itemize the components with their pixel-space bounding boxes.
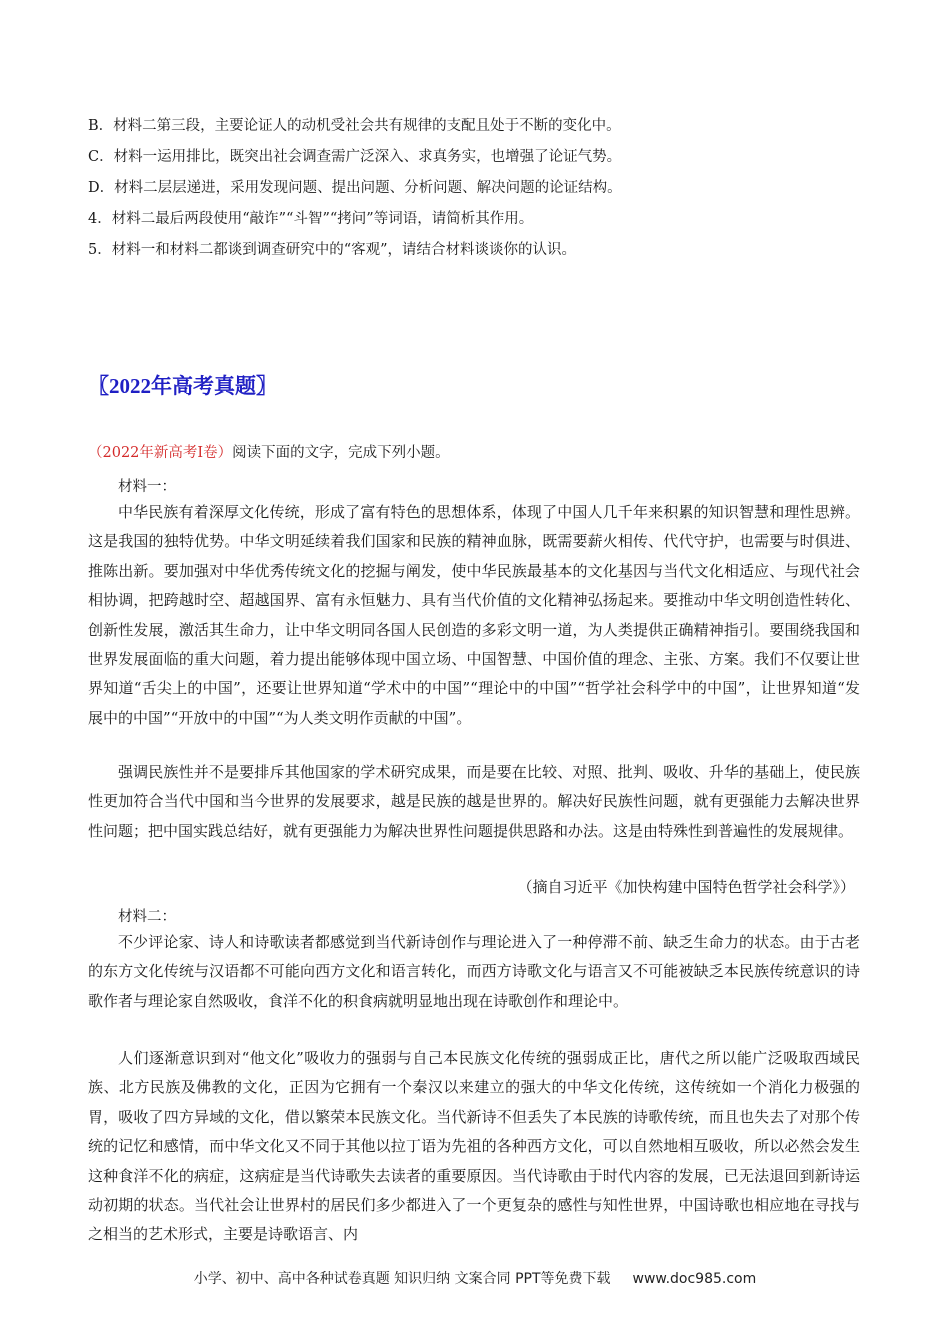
material1-paragraph-2: 强调民族性并不是要排斥其他国家的学术研究成果，而是要在比较、对照、批判、吸收、升华的基础上，使民族性更加符合当代中国和当今世界的发展要求，越是民族的越是世界的。解决好民族性问题，就有更强能力去解决世界性问题；把中国实践总结好，就有更强能力为解决世界性问题提供思路和办法。这是由特殊性到普遍性的发展规律。 (88, 763, 860, 840)
material1-citation: （摘自习近平《加快构建中国特色哲学社会科学》） (517, 878, 855, 896)
material2-paragraph-1: 不少评论家、诗人和诗歌读者都感觉到当代新诗创作与理论进入了一种停滞不前、缺乏生命力的状态。由于古老的东方文化传统与汉语都不可能向西方文化和语言转化，而西方诗歌文化与语言又不可能被缺乏本民族传统意识的诗歌作者与理论家自然吸收，食洋不化的积食病就明显地出现在诗歌创作和理论中。 (88, 933, 860, 1010)
reading-instruction: 阅读下面的文字，完成下列小题。 (232, 445, 450, 461)
reading-intro (88, 443, 450, 463)
material2-label: 材料二： (118, 909, 176, 925)
exam-source: （2022年新高考Ⅰ卷） (88, 445, 233, 461)
question-5: 5．材料一和材料二都谈到调查研究中的“客观”，请结合材料谈谈你的认识。 (88, 242, 577, 258)
section-heading: 〖2022年高考真题〗 (88, 374, 277, 398)
footer-text: 小学、初中、高中各种试卷真题 知识归纳 文案合同 PPT等免费下载 (193, 1271, 611, 1287)
material2-paragraph-2: 人们逐渐意识到对“他文化”吸收力的强弱与自己本民族文化传统的强弱成正比，唐代之所以能广泛吸取西域民族、北方民族及佛教的文化，正因为它拥有一个秦汉以来建立的强大的中华文化传统，这传统如一个消化力极强的胃，吸收了四方异域的文化，借以繁荣本民族文化。当代新诗不但丢失了本民族的诗歌传统，而且也失去了对那个传统的记忆和感情，而中华文化又不同于其他以拉丁语为先祖的各种西方文化，可以自然地相互吸收，所以必然会发生这种食洋不化的病症，这病症是当代诗歌失去读者的重要原因。当代诗歌由于时代内容的发展，已无法退回到新诗运动初期的状态。当代社会让世界村的居民们多少都进入了一个更复杂的感性与知性世界，中国诗歌也相应地在寻找与之相当的艺术形式，主要是诗歌语言、内 (88, 1049, 860, 1244)
option-b: B．材料二第三段，主要论证人的动机受社会共有规律的支配且处于不断的变化中。 (88, 118, 621, 134)
footer-site-link[interactable]: www.doc985.com (632, 1271, 757, 1287)
page-footer (0, 1268, 950, 1288)
option-d: D．材料二层层递进，采用发现问题、提出问题、分析问题、解决问题的论证结构。 (88, 180, 622, 196)
material1-label: 材料一： (118, 479, 176, 495)
option-c: C．材料一运用排比，既突出社会调查需广泛深入、求真务实，也增强了论证气势。 (88, 149, 622, 165)
question-4: 4．材料二最后两段使用“敲诈”“斗智”“拷问”等词语，请简析其作用。 (88, 211, 534, 227)
material1-paragraph-1: 中华民族有着深厚文化传统，形成了富有特色的思想体系，体现了中国人几千年来积累的知识智慧和理性思辨。这是我国的独特优势。中华文明延续着我们国家和民族的精神血脉，既需要薪火相传、代代守护，也需要与时俱进、推陈出新。要加强对中华优秀传统文化的挖掘与阐发，使中华民族最基本的文化基因与当代文化相适应、与现代社会相协调，把跨越时空、超越国界、富有永恒魅力、具有当代价值的文化精神弘扬起来。要推动中华文明创造性转化、创新性发展，激活其生命力，让中华文明同各国人民创造的多彩文明一道，为人类提供正确精神指引。要围绕我国和世界发展面临的重大问题，着力提出能够体现中国立场、中国智慧、中国价值的理念、主张、方案。我们不仅要让世界知道“舌尖上的中国”，还要让世界知道“学术中的中国”“理论中的中国”“哲学社会科学中的中国”，让世界知道“发展中的中国”“开放中的中国”“为人类文明作贡献的中国”。 (88, 503, 860, 727)
